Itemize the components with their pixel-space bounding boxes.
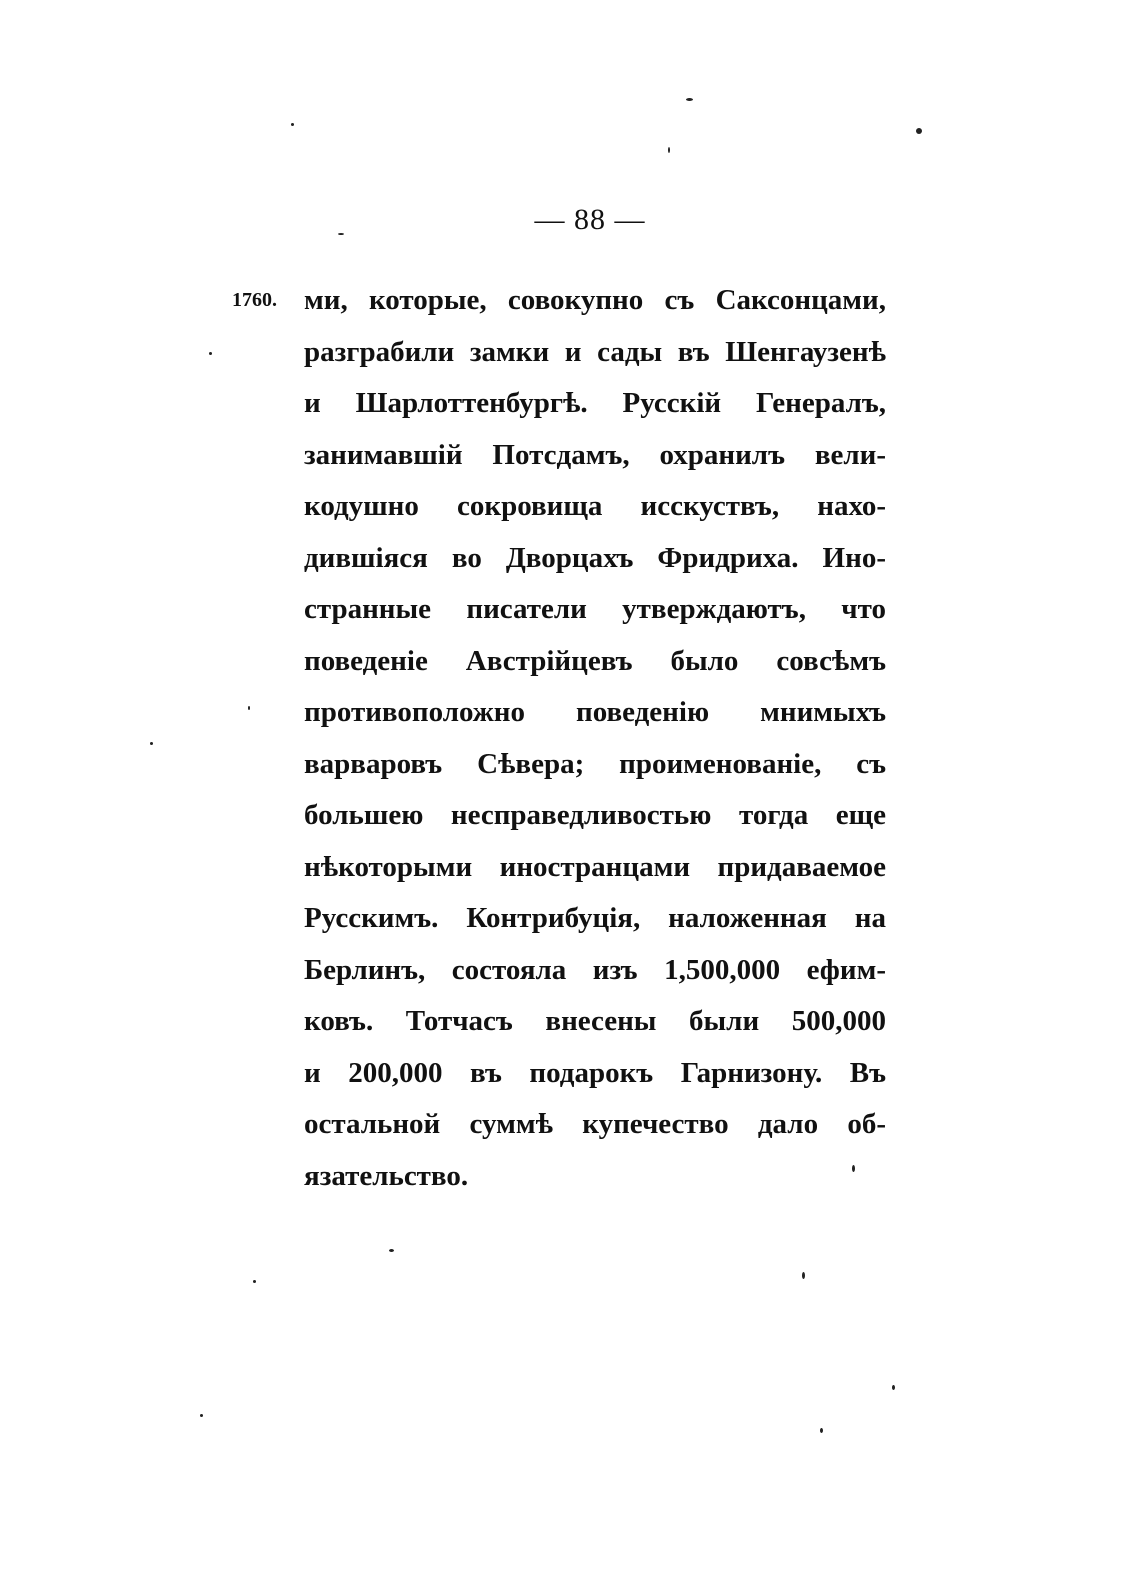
scan-speck (150, 742, 153, 745)
text-line: язательство. (304, 1159, 469, 1192)
text-line: странные писатели утверждаютъ, что (304, 593, 886, 625)
text-line: занимавшій Потсдамъ, охранилъ вели- (304, 438, 886, 471)
text-line: нѣкоторыми иностранцами придаваемое (304, 850, 886, 883)
scan-speck (291, 123, 294, 126)
scan-speck (338, 233, 344, 235)
text-line: кодушно сокровища исскуствъ, нахо- (304, 490, 886, 522)
text-line: ми, которые, совокупно съ Саксонцами, (304, 284, 886, 316)
scan-speck (686, 98, 693, 101)
text-line: Русскимъ. Контрибуція, наложенная на (304, 902, 886, 934)
scan-speck (916, 128, 922, 134)
scan-speck (852, 1165, 855, 1172)
text-line: большею несправедливостью тогда еще (304, 799, 886, 831)
text-line: и Шарлоттенбургѣ. Русскій Генералъ, (304, 387, 886, 419)
scan-speck (389, 1249, 394, 1252)
text-line: поведеніе Австрійцевъ было совсѣмъ (304, 644, 886, 677)
text-line: остальной суммѣ купечество дало об- (304, 1108, 886, 1140)
scan-speck (820, 1428, 823, 1433)
page-number: — 88 — (534, 203, 646, 236)
scan-speck (668, 147, 670, 153)
scan-speck (200, 1414, 203, 1417)
text-line: разграбили замки и сады въ Шенгаузенѣ (304, 335, 886, 368)
text-line: варваровъ Сѣвера; проименованіе, съ (304, 747, 886, 780)
scan-speck (802, 1272, 805, 1279)
text-line: противоположно поведенію мнимыхъ (304, 696, 886, 728)
scan-speck (209, 352, 212, 355)
text-line: и 200,000 въ подарокъ Гарнизону. Въ (304, 1056, 886, 1089)
text-line: Берлинъ, состояла изъ 1,500,000 ефим- (304, 953, 886, 986)
scan-speck (248, 706, 250, 710)
scan-speck (892, 1385, 895, 1390)
body-text (304, 278, 886, 1205)
scan-speck (253, 1280, 256, 1283)
margin-year-note: 1760. (232, 289, 277, 311)
text-line: ковъ. Тотчасъ внесены были 500,000 (304, 1005, 886, 1037)
text-line: дившіяся во Дворцахъ Фридриха. Ино- (304, 541, 886, 574)
